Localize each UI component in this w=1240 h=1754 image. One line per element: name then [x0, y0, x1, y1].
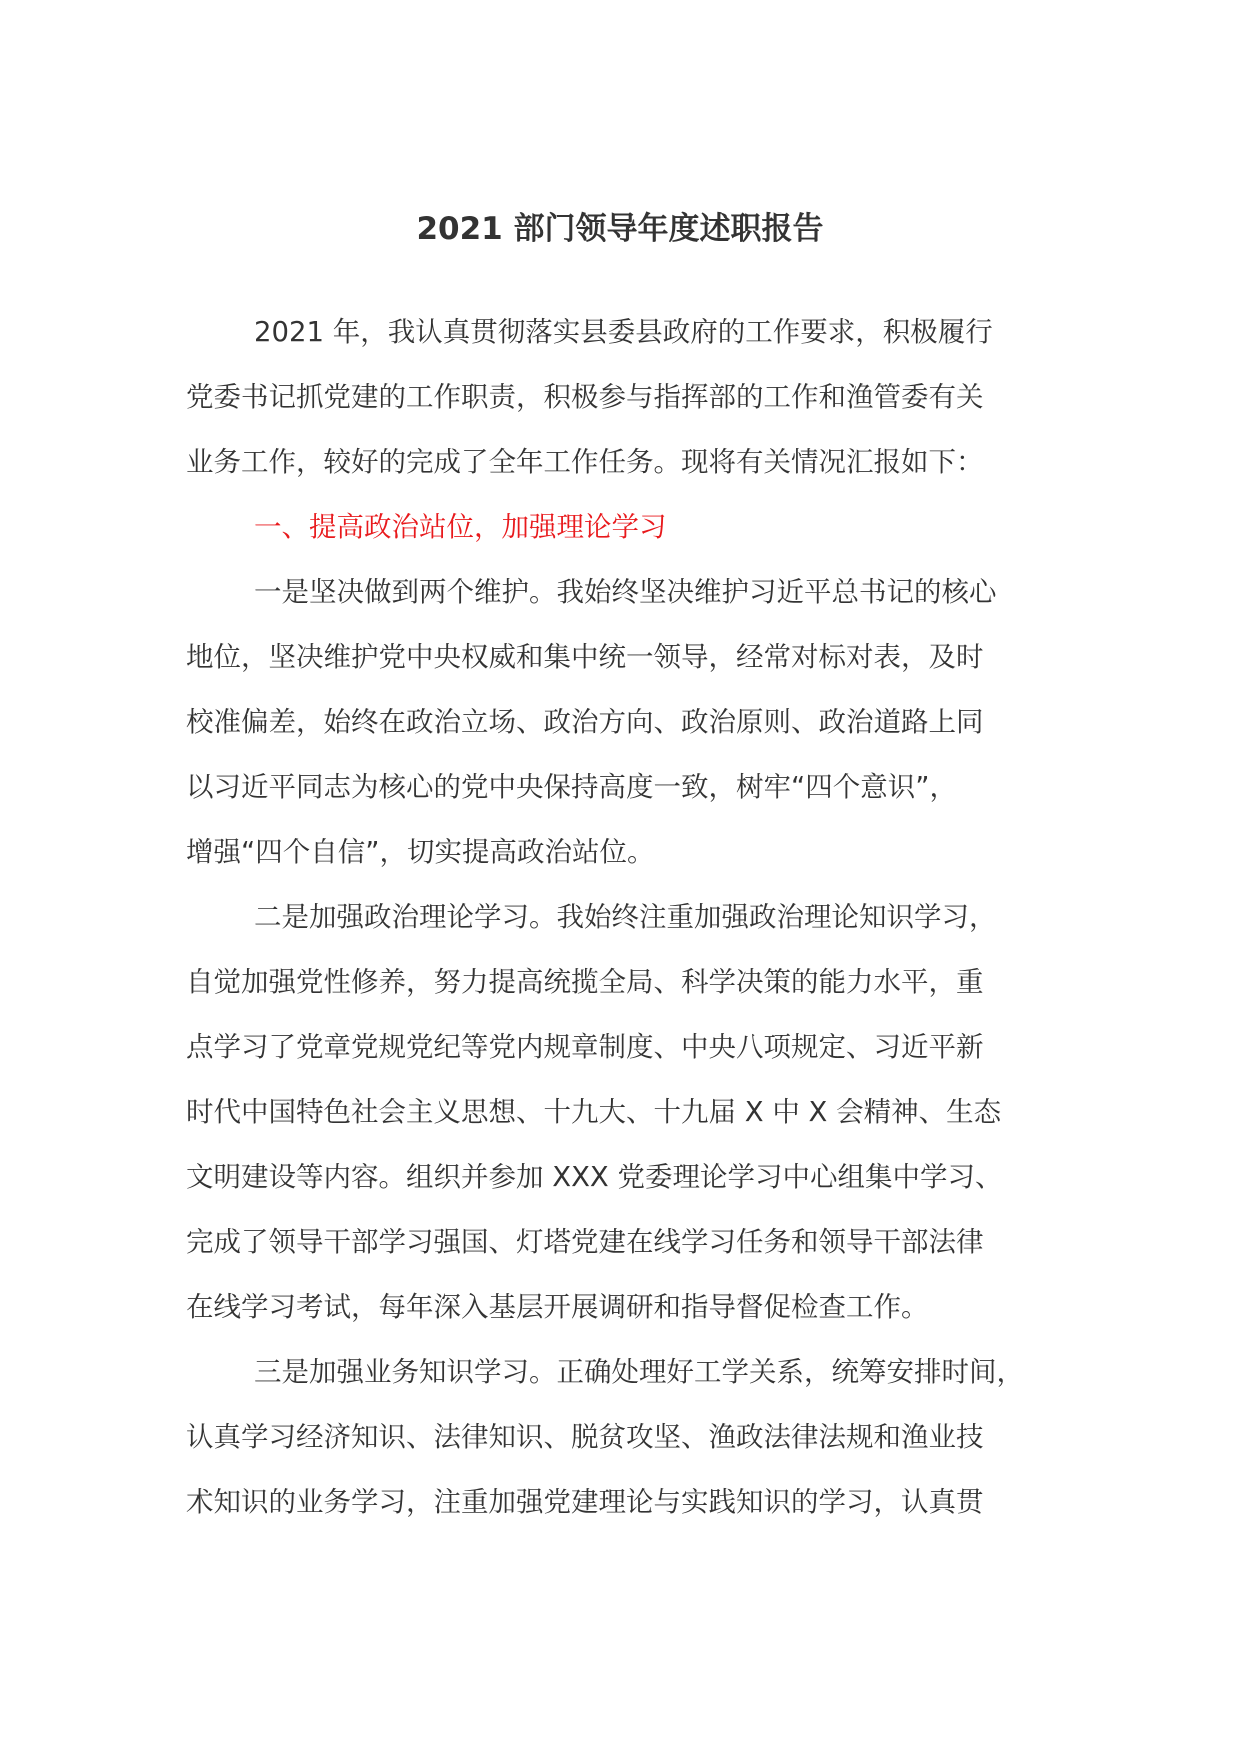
paragraph-line: 2021 年，我认真贯彻落实县委县政府的工作要求，积极履行: [254, 316, 993, 348]
paragraph-line: 自觉加强党性修养，努力提高统揽全局、科学决策的能力水平，重: [186, 966, 984, 998]
intro-paragraph: [186, 300, 1054, 495]
paragraph-line: 时代中国特色社会主义思想、十九大、十九届 X 中 X 会精神、生态: [186, 1096, 1002, 1128]
body-paragraph-1: [186, 560, 1054, 885]
document-body: [186, 300, 1054, 1535]
paragraph-line: 认真学习经济知识、法律知识、脱贫攻坚、渔政法律法规和渔业技: [186, 1421, 984, 1453]
paragraph-line: 三是加强业务知识学习。正确处理好工学关系，统筹安排时间，: [254, 1356, 1024, 1388]
paragraph-line: 术知识的业务学习，注重加强党建理论与实践知识的学习，认真贯: [186, 1486, 984, 1518]
body-paragraph-3: [186, 1340, 1054, 1535]
paragraph-line: 在线学习考试，每年深入基层开展调研和指导督促检查工作。: [186, 1291, 929, 1323]
paragraph-line: 地位，坚决维护党中央权威和集中统一领导，经常对标对表，及时: [186, 641, 984, 673]
paragraph-line: 文明建设等内容。组织并参加 XXX 党委理论学习中心组集中学习、: [186, 1161, 1003, 1193]
paragraph-line: 业务工作，较好的完成了全年工作任务。现将有关情况汇报如下：: [186, 446, 984, 478]
document-title: 2021 部门领导年度述职报告: [416, 211, 824, 247]
paragraph-line: 点学习了党章党规党纪等党内规章制度、中央八项规定、习近平新: [186, 1031, 984, 1063]
paragraph-line: 以习近平同志为核心的党中央保持高度一致，树牢“四个意识”，: [186, 771, 957, 803]
section-heading: [186, 495, 1054, 560]
paragraph-line: 增强“四个自信”，切实提高政治站位。: [186, 836, 655, 868]
paragraph-line: 完成了领导干部学习强国、灯塔党建在线学习任务和领导干部法律: [186, 1226, 984, 1258]
paragraph-line: 党委书记抓党建的工作职责，积极参与指挥部的工作和渔管委有关: [186, 381, 984, 413]
paragraph-line: 一是坚决做到两个维护。我始终坚决维护习近平总书记的核心: [254, 576, 997, 608]
section-heading-text: 一、提高政治站位，加强理论学习: [254, 511, 667, 543]
paragraph-line: 二是加强政治理论学习。我始终注重加强政治理论知识学习，: [254, 901, 997, 933]
body-paragraph-2: [186, 885, 1054, 1340]
paragraph-line: 校准偏差，始终在政治立场、政治方向、政治原则、政治道路上同: [186, 706, 984, 738]
